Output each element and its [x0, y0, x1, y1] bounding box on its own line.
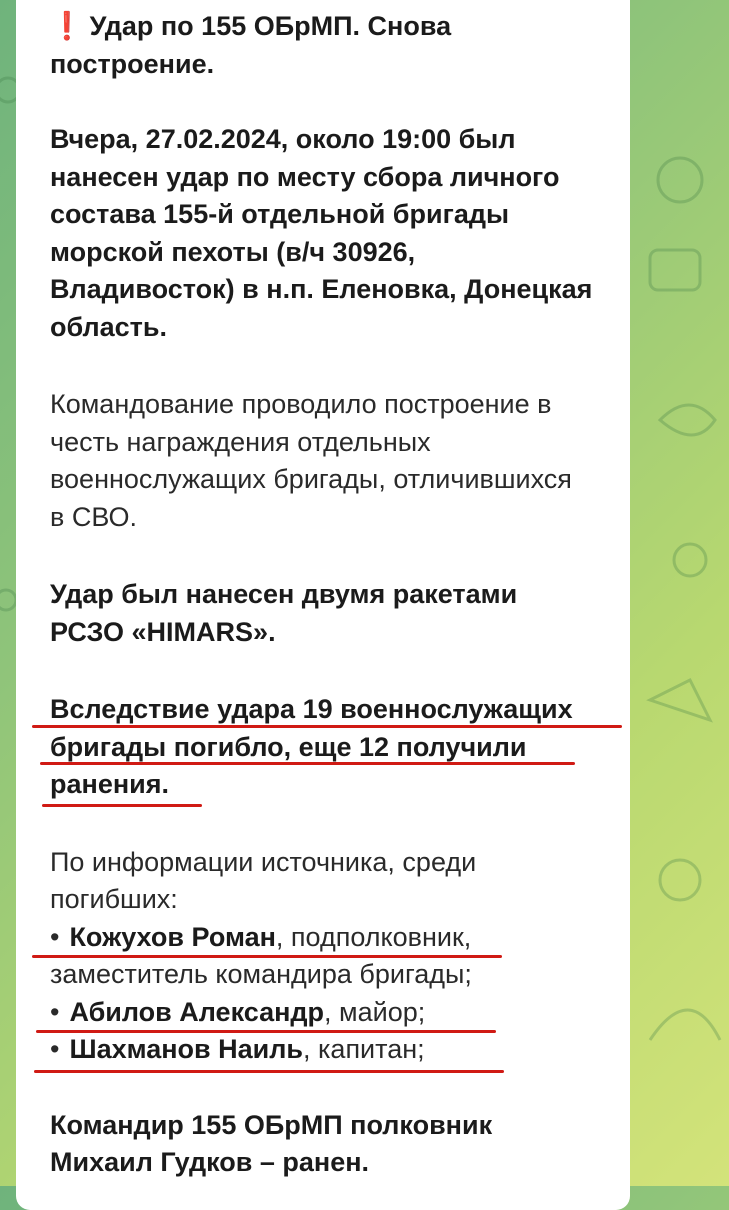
text-line: бригады погибло, еще 12 получили — [50, 729, 610, 767]
text-line: область. — [50, 311, 168, 342]
headline-line-1: ❗ Удар по 155 ОБрМП. Снова — [50, 11, 452, 41]
victim-name: Шахманов Наиль — [69, 1034, 304, 1064]
headline-line-2: построение. — [50, 48, 215, 79]
exclamation-icon: ❗ — [50, 11, 84, 41]
text-line: Михаил Гудков – ранен. — [50, 1147, 370, 1177]
bullet-icon: • — [50, 1034, 60, 1064]
text-line: нанесен удар по месту сбора личного — [50, 161, 560, 192]
text-line: погибших: — [50, 884, 178, 914]
text-line: состава 155-й отдельной бригады — [50, 199, 510, 229]
text-line: РСЗО «HIMARS». — [50, 616, 276, 647]
victim-position: заместитель командира бригады; — [50, 959, 472, 989]
text-line: По информации источника, среди — [50, 846, 477, 877]
text-line: морской пехоты (в/ч 30926, — [50, 236, 416, 267]
text-line: Вследствие удара 19 военнослужащих — [50, 691, 610, 729]
text-line: военнослужащих бригады, отличившихся — [50, 464, 572, 494]
victim-item — [50, 919, 610, 957]
victim-item — [50, 1031, 610, 1069]
red-underline — [34, 1070, 504, 1073]
victim-item — [50, 994, 610, 1032]
text-line: Командир 155 ОБрМП полковник — [50, 1109, 493, 1140]
paragraph-strike-details — [50, 121, 610, 346]
victim-name: Абилов Александр — [69, 996, 325, 1027]
message-bubble — [16, 0, 630, 1210]
paragraph-himars — [50, 576, 610, 651]
text-line: Командование проводило построение в — [50, 389, 552, 419]
victim-name: Кожухов Роман — [69, 921, 276, 952]
victim-rank: , майор; — [324, 996, 426, 1027]
paragraph-commander — [50, 1107, 610, 1182]
red-underline — [42, 804, 202, 807]
paragraph-victims — [50, 844, 610, 1069]
bullet-icon: • — [50, 921, 60, 952]
text-line: Владивосток) в н.п. Еленовка, Донецкая — [50, 274, 593, 304]
text-line: ранения. — [50, 766, 610, 804]
red-underline — [40, 762, 575, 765]
bullet-icon: • — [50, 996, 60, 1027]
victim-rank: , капитан; — [303, 1034, 425, 1064]
text-line: Удар был нанесен двумя ракетами — [50, 579, 518, 609]
paragraph-formation — [50, 386, 610, 536]
victim-rank: , подполковник, — [275, 921, 472, 952]
message-headline — [50, 8, 610, 83]
text-line: в СВО. — [50, 501, 137, 532]
text-line: Вчера, 27.02.2024, около 19:00 был — [50, 124, 516, 154]
red-underline — [32, 725, 622, 728]
text-line: честь награждения отдельных — [50, 426, 431, 457]
paragraph-casualties — [50, 691, 610, 804]
